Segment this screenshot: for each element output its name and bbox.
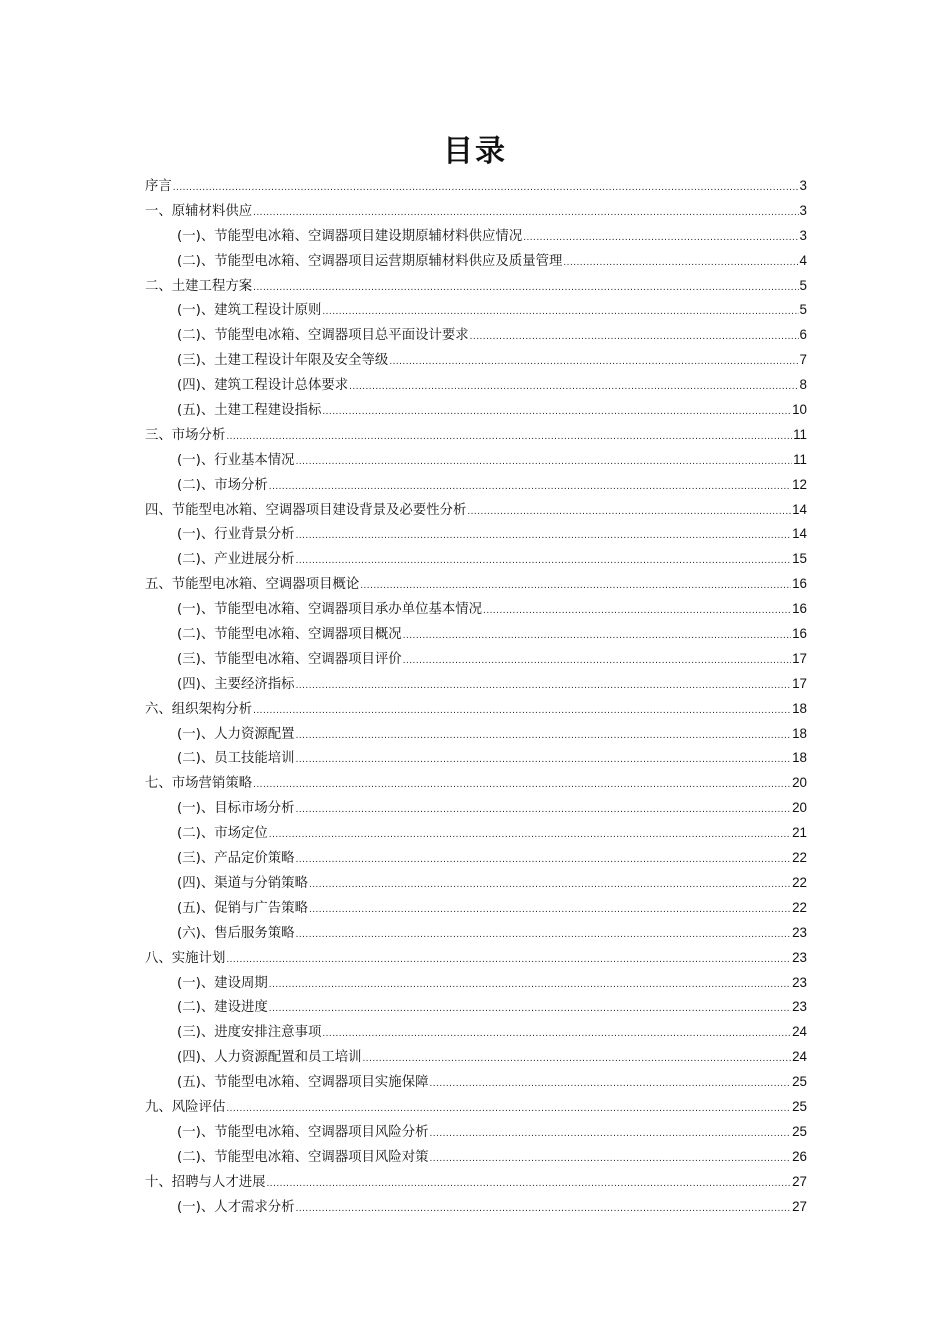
toc-page-number: 7	[799, 352, 807, 368]
toc-entry-label: 四、节能型电冰箱、空调器项目建设背景及必要性分析	[145, 499, 467, 524]
toc-dot-leader	[296, 524, 792, 549]
toc-subsection-entry[interactable]	[145, 1195, 807, 1220]
toc-subsection-entry[interactable]	[145, 846, 807, 871]
toc-section-entry[interactable]	[145, 771, 807, 796]
toc-dot-leader	[296, 674, 792, 699]
toc-dot-leader	[296, 724, 792, 749]
toc-section-entry[interactable]	[145, 199, 807, 224]
toc-dot-leader	[253, 773, 791, 798]
toc-entry-label: (一)、人力资源配置	[177, 723, 296, 748]
toc-subsection-entry[interactable]	[145, 746, 807, 771]
toc-page-number: 5	[799, 302, 807, 318]
toc-entry-label: (三)、土建工程设计年限及安全等级	[177, 349, 389, 374]
toc-subsection-entry[interactable]	[145, 622, 807, 647]
toc-dot-leader	[253, 201, 798, 226]
toc-dot-leader	[363, 1047, 792, 1072]
toc-dot-leader	[296, 549, 792, 574]
toc-page-number: 16	[792, 576, 807, 592]
toc-dot-leader	[322, 400, 791, 425]
toc-page-number: 8	[799, 377, 807, 393]
toc-dot-leader	[296, 923, 792, 948]
toc-subsection-entry[interactable]	[145, 896, 807, 921]
toc-page-number: 3	[799, 202, 807, 218]
toc-subsection-entry[interactable]	[145, 348, 807, 373]
toc-section-entry[interactable]	[145, 423, 807, 448]
toc-page-number: 16	[792, 626, 807, 642]
toc-page-number: 21	[792, 825, 807, 841]
toc-page-number: 18	[792, 700, 807, 716]
toc-page-number: 5	[799, 277, 807, 293]
toc-dot-leader	[403, 624, 791, 649]
toc-entry-label: (二)、建设进度	[177, 996, 269, 1021]
toc-entry-label: 三、市场分析	[145, 424, 226, 449]
toc-section-entry[interactable]	[145, 697, 807, 722]
toc-entry-label: (四)、主要经济指标	[177, 673, 296, 698]
toc-page-number: 10	[792, 402, 807, 418]
toc-dot-leader	[483, 599, 791, 624]
toc-page-number: 25	[792, 1098, 807, 1114]
toc-entry-label: (一)、建设周期	[177, 972, 269, 997]
toc-entry-label: (二)、市场定位	[177, 822, 269, 847]
toc-subsection-entry[interactable]	[145, 522, 807, 547]
toc-dot-leader	[296, 450, 793, 475]
toc-entry-label: 序言	[145, 175, 173, 200]
toc-page-number: 15	[792, 551, 807, 567]
toc-dot-leader	[429, 1072, 791, 1097]
toc-subsection-entry[interactable]	[145, 1120, 807, 1145]
toc-dot-leader	[269, 973, 791, 998]
toc-dot-leader	[403, 649, 791, 674]
toc-entry-label: (二)、节能型电冰箱、空调器项目总平面设计要求	[177, 324, 470, 349]
toc-entry-label: 九、风险评估	[145, 1096, 226, 1121]
toc-subsection-entry[interactable]	[145, 1045, 807, 1070]
toc-entry-label: (四)、渠道与分销策略	[177, 872, 309, 897]
toc-dot-leader	[296, 1197, 792, 1222]
toc-page-number: 23	[792, 974, 807, 990]
toc-entry-label: (一)、目标市场分析	[177, 797, 296, 822]
table-of-contents	[145, 174, 807, 1219]
toc-page-number: 20	[792, 775, 807, 791]
toc-dot-leader	[296, 848, 792, 873]
toc-dot-leader	[467, 500, 791, 525]
toc-page-number: 14	[792, 526, 807, 542]
toc-page-number: 11	[793, 451, 807, 467]
toc-dot-leader	[322, 1022, 791, 1047]
toc-entry-label: (一)、节能型电冰箱、空调器项目承办单位基本情况	[177, 598, 483, 623]
toc-page-number: 4	[799, 252, 807, 268]
toc-subsection-entry[interactable]	[145, 871, 807, 896]
toc-dot-leader	[322, 300, 798, 325]
toc-entry-label: 二、土建工程方案	[145, 275, 253, 300]
toc-entry-label: (二)、员工技能培训	[177, 747, 296, 772]
toc-entry-label: (二)、节能型电冰箱、空调器项目运营期原辅材料供应及质量管理	[177, 250, 563, 275]
toc-entry-label: 五、节能型电冰箱、空调器项目概论	[145, 573, 360, 598]
toc-subsection-entry[interactable]	[145, 722, 807, 747]
toc-entry-label: (一)、节能型电冰箱、空调器项目建设期原辅材料供应情况	[177, 225, 523, 250]
toc-entry-label: (一)、节能型电冰箱、空调器项目风险分析	[177, 1121, 429, 1146]
toc-entry-label: (六)、售后服务策略	[177, 922, 296, 947]
toc-dot-leader	[429, 1122, 791, 1147]
toc-subsection-entry[interactable]	[145, 1145, 807, 1170]
toc-entry-label: 一、原辅材料供应	[145, 200, 253, 225]
toc-subsection-entry[interactable]	[145, 647, 807, 672]
toc-page-number: 25	[792, 1123, 807, 1139]
toc-subsection-entry[interactable]	[145, 398, 807, 423]
toc-dot-leader	[296, 798, 792, 823]
toc-entry-label: 六、组织架构分析	[145, 698, 253, 723]
toc-entry-label: (五)、节能型电冰箱、空调器项目实施保障	[177, 1071, 429, 1096]
toc-dot-leader	[269, 997, 791, 1022]
toc-entry-label: 十、招聘与人才进展	[145, 1171, 267, 1196]
toc-subsection-entry[interactable]	[145, 921, 807, 946]
toc-dot-leader	[269, 823, 791, 848]
toc-section-entry[interactable]	[145, 274, 807, 299]
toc-section-entry[interactable]	[145, 174, 807, 199]
toc-page-number: 17	[792, 650, 807, 666]
toc-entry-label: 七、市场营销策略	[145, 772, 253, 797]
toc-subsection-entry[interactable]	[145, 249, 807, 274]
page-title: 目录	[443, 134, 507, 169]
toc-dot-leader	[563, 251, 798, 276]
toc-entry-label: (一)、建筑工程设计原则	[177, 299, 322, 324]
toc-page-number: 14	[792, 501, 807, 517]
toc-page-number: 22	[792, 874, 807, 890]
toc-page-number: 12	[792, 476, 807, 492]
toc-dot-leader	[296, 748, 792, 773]
toc-section-entry[interactable]	[145, 1170, 807, 1195]
toc-page-number: 20	[792, 800, 807, 816]
toc-subsection-entry[interactable]	[145, 971, 807, 996]
toc-subsection-entry[interactable]	[145, 821, 807, 846]
toc-dot-leader	[309, 898, 791, 923]
toc-page-number: 27	[792, 1198, 807, 1214]
toc-section-entry[interactable]	[145, 946, 807, 971]
toc-page-number: 24	[792, 1049, 807, 1065]
toc-page-number: 22	[792, 899, 807, 915]
toc-entry-label: 八、实施计划	[145, 947, 226, 972]
toc-page-number: 22	[792, 850, 807, 866]
toc-entry-label: (四)、建筑工程设计总体要求	[177, 374, 349, 399]
toc-page-number: 23	[792, 999, 807, 1015]
toc-entry-label: (二)、节能型电冰箱、空调器项目概况	[177, 623, 403, 648]
toc-page-number: 24	[792, 1024, 807, 1040]
toc-subsection-entry[interactable]	[145, 323, 807, 348]
toc-page-number: 6	[799, 327, 807, 343]
toc-subsection-entry[interactable]	[145, 796, 807, 821]
toc-dot-leader	[523, 226, 798, 251]
toc-entry-label: (五)、土建工程建设指标	[177, 399, 322, 424]
toc-dot-leader	[173, 176, 799, 201]
toc-section-entry[interactable]	[145, 572, 807, 597]
toc-subsection-entry[interactable]	[145, 995, 807, 1020]
toc-subsection-entry[interactable]	[145, 448, 807, 473]
toc-section-entry[interactable]	[145, 1095, 807, 1120]
toc-subsection-entry[interactable]	[145, 547, 807, 572]
toc-dot-leader	[226, 425, 792, 450]
toc-dot-leader	[253, 276, 798, 301]
toc-entry-label: (二)、市场分析	[177, 474, 269, 499]
toc-subsection-entry[interactable]	[145, 672, 807, 697]
toc-subsection-entry[interactable]	[145, 373, 807, 398]
toc-dot-leader	[429, 1147, 791, 1172]
toc-dot-leader	[360, 574, 791, 599]
toc-page-number: 3	[799, 178, 807, 193]
toc-page-number: 11	[793, 426, 807, 442]
toc-page-number: 25	[792, 1074, 807, 1090]
toc-entry-label: (一)、行业基本情况	[177, 449, 296, 474]
toc-dot-leader	[309, 873, 791, 898]
toc-page-number: 27	[792, 1173, 807, 1189]
toc-dot-leader	[389, 350, 798, 375]
toc-page-number: 26	[792, 1148, 807, 1164]
toc-entry-label: (二)、节能型电冰箱、空调器项目风险对策	[177, 1146, 429, 1171]
toc-page-number: 23	[792, 924, 807, 940]
toc-page-number: 16	[792, 601, 807, 617]
toc-dot-leader	[349, 375, 798, 400]
toc-entry-label: (一)、行业背景分析	[177, 523, 296, 548]
toc-dot-leader	[226, 948, 791, 973]
toc-dot-leader	[253, 699, 791, 724]
toc-subsection-entry[interactable]	[145, 1020, 807, 1045]
toc-subsection-entry[interactable]	[145, 597, 807, 622]
toc-dot-leader	[269, 475, 791, 500]
toc-subsection-entry[interactable]	[145, 224, 807, 249]
toc-page-number: 17	[792, 675, 807, 691]
toc-entry-label: (三)、进度安排注意事项	[177, 1021, 322, 1046]
toc-entry-label: (三)、产品定价策略	[177, 847, 296, 872]
toc-subsection-entry[interactable]	[145, 298, 807, 323]
toc-page-number: 18	[792, 750, 807, 766]
toc-page-number: 18	[792, 725, 807, 741]
toc-dot-leader	[267, 1172, 792, 1197]
toc-subsection-entry[interactable]	[145, 473, 807, 498]
toc-page-number: 3	[799, 227, 807, 243]
toc-entry-label: (五)、促销与广告策略	[177, 897, 309, 922]
toc-entry-label: (一)、人才需求分析	[177, 1196, 296, 1221]
toc-dot-leader	[470, 325, 799, 350]
toc-page-number: 23	[792, 949, 807, 965]
toc-entry-label: (三)、节能型电冰箱、空调器项目评价	[177, 648, 403, 673]
toc-section-entry[interactable]	[145, 498, 807, 523]
toc-entry-label: (四)、人力资源配置和员工培训	[177, 1046, 363, 1071]
toc-subsection-entry[interactable]	[145, 1070, 807, 1095]
toc-entry-label: (二)、产业进展分析	[177, 548, 296, 573]
toc-dot-leader	[226, 1097, 791, 1122]
